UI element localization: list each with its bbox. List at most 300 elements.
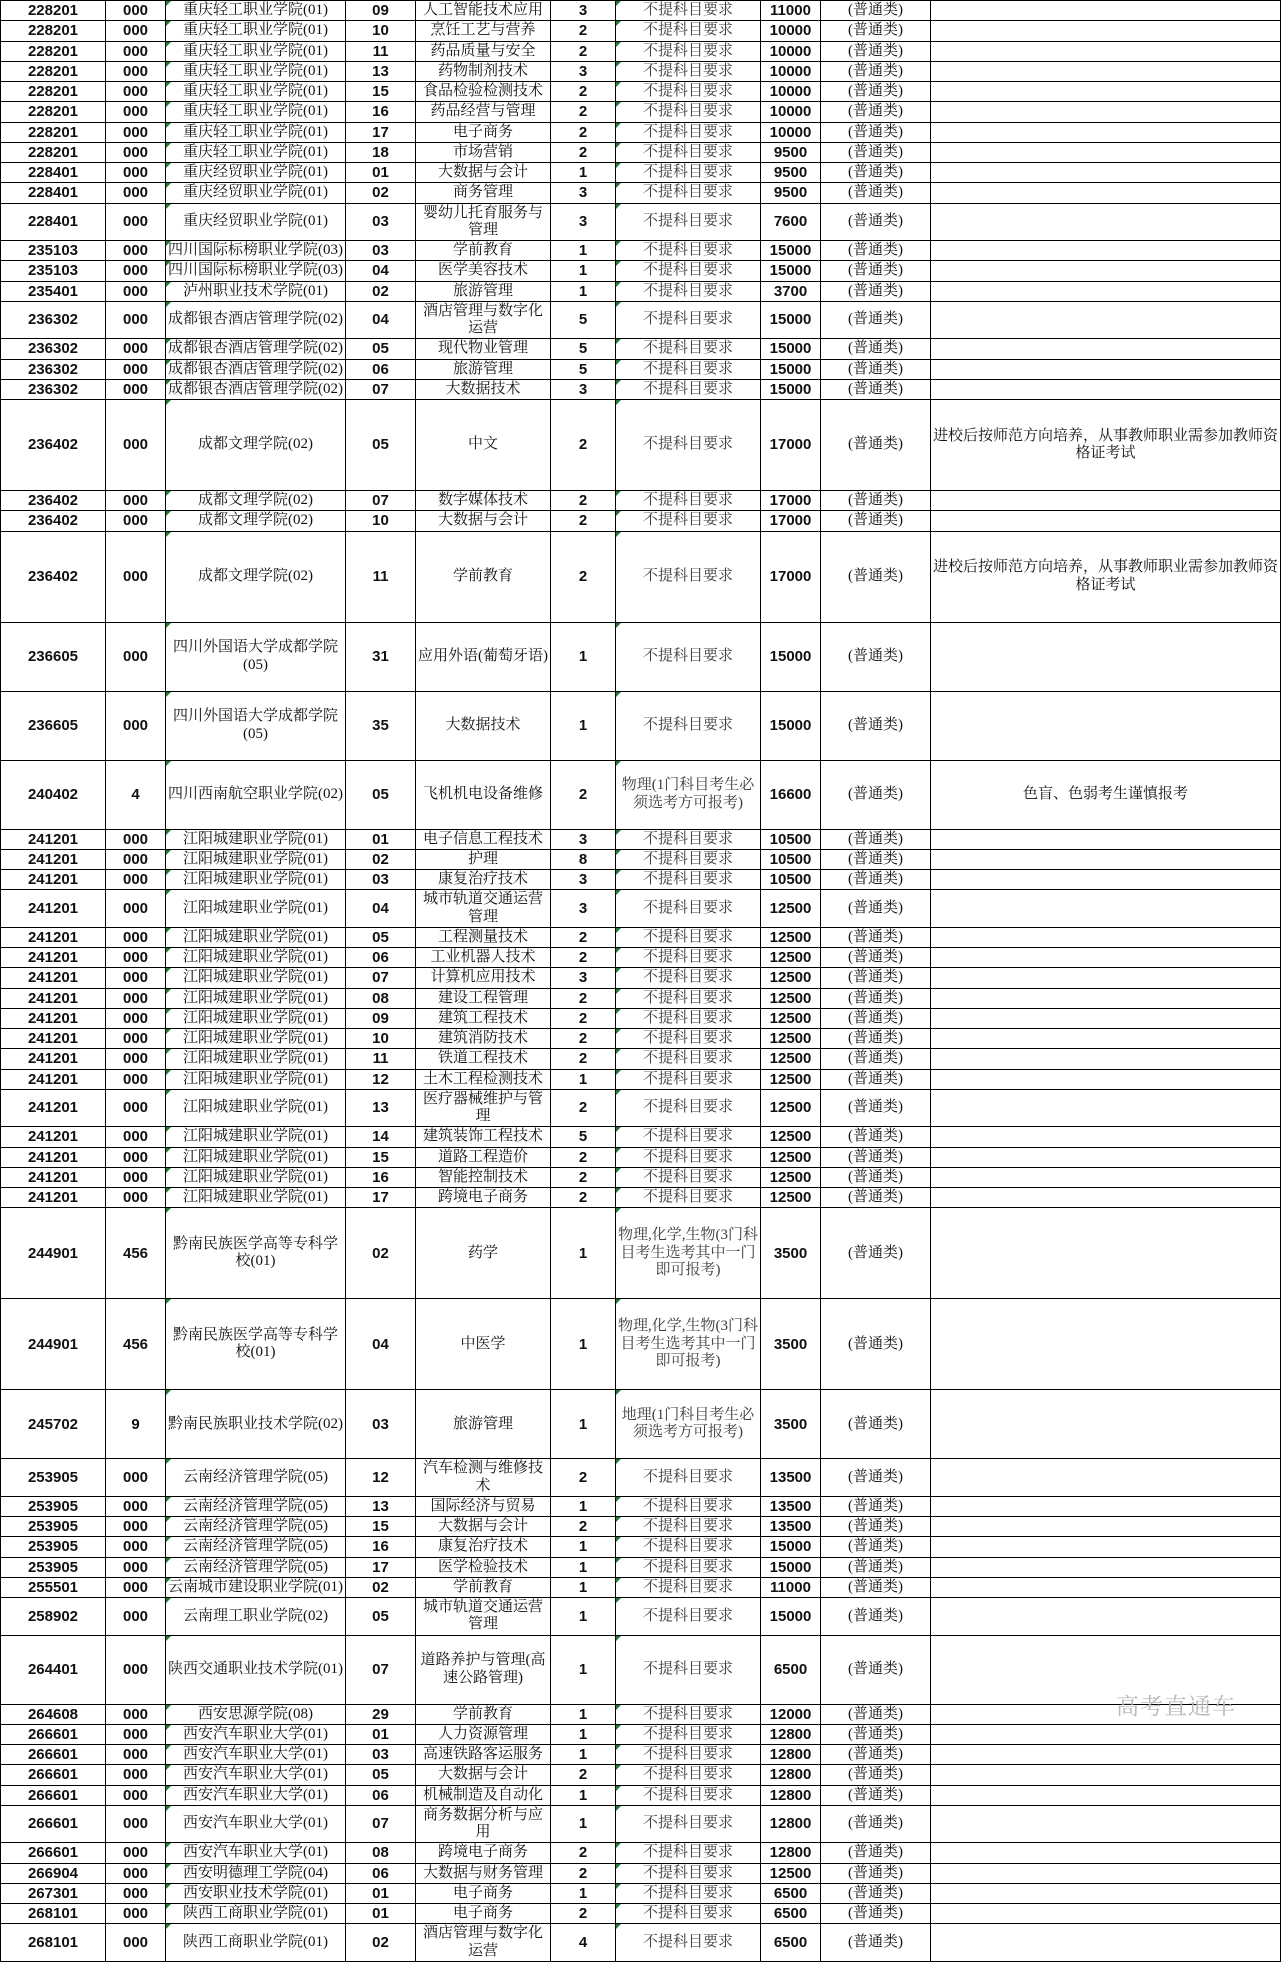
cell-institution-name[interactable]: 重庆轻工职业学院(01)	[166, 21, 346, 41]
cell-tuition-fee[interactable]: 12500	[761, 1188, 821, 1208]
cell-remark[interactable]	[931, 359, 1281, 379]
cell-major-code[interactable]: 01	[346, 1724, 416, 1744]
cell-plan-code[interactable]: 000	[106, 1843, 166, 1863]
cell-institution-name[interactable]: 云南理工职业学院(02)	[166, 1598, 346, 1636]
cell-remark[interactable]	[931, 1188, 1281, 1208]
cell-remark[interactable]	[931, 1459, 1281, 1497]
cell-major-code[interactable]: 05	[346, 1765, 416, 1785]
cell-tuition-fee[interactable]: 15000	[761, 1537, 821, 1557]
cell-major-code[interactable]: 01	[346, 1904, 416, 1924]
cell-institution-name[interactable]: 黔南民族医学高等专科学校(01)	[166, 1208, 346, 1299]
cell-category[interactable]: (普通类)	[821, 203, 931, 241]
cell-major-code[interactable]: 04	[346, 261, 416, 281]
cell-subject-requirement[interactable]: 地理(1门科目考生必须选考方可报考)	[616, 1390, 761, 1459]
cell-institution-code[interactable]: 253905	[1, 1537, 106, 1557]
cell-subject-requirement[interactable]: 不提科目要求	[616, 1089, 761, 1127]
cell-institution-code[interactable]: 245702	[1, 1390, 106, 1459]
cell-subject-requirement[interactable]: 不提科目要求	[616, 1, 761, 21]
cell-major-name[interactable]: 电子商务	[416, 1904, 551, 1924]
table-row[interactable]	[1, 531, 1281, 622]
cell-subject-requirement[interactable]: 不提科目要求	[616, 1635, 761, 1704]
cell-subject-requirement[interactable]: 不提科目要求	[616, 163, 761, 183]
cell-tuition-fee[interactable]: 12500	[761, 1069, 821, 1089]
cell-tuition-fee[interactable]: 10000	[761, 122, 821, 142]
cell-plan-code[interactable]: 000	[106, 968, 166, 988]
cell-institution-code[interactable]: 266601	[1, 1805, 106, 1843]
cell-plan-count[interactable]: 1	[551, 163, 616, 183]
cell-remark[interactable]	[931, 849, 1281, 869]
cell-institution-name[interactable]: 成都文理学院(02)	[166, 511, 346, 531]
cell-tuition-fee[interactable]: 12500	[761, 1167, 821, 1187]
cell-institution-name[interactable]: 重庆轻工职业学院(01)	[166, 61, 346, 81]
cell-institution-name[interactable]: 成都文理学院(02)	[166, 531, 346, 622]
cell-major-name[interactable]: 土木工程检测技术	[416, 1069, 551, 1089]
cell-plan-count[interactable]: 2	[551, 21, 616, 41]
cell-subject-requirement[interactable]: 不提科目要求	[616, 1924, 761, 1962]
cell-category[interactable]: (普通类)	[821, 1724, 931, 1744]
cell-plan-count[interactable]: 5	[551, 359, 616, 379]
cell-plan-count[interactable]: 1	[551, 261, 616, 281]
cell-major-code[interactable]: 29	[346, 1704, 416, 1724]
cell-plan-count[interactable]: 2	[551, 1167, 616, 1187]
table-row[interactable]	[1, 1843, 1281, 1863]
cell-institution-name[interactable]: 重庆轻工职业学院(01)	[166, 82, 346, 102]
cell-plan-count[interactable]: 1	[551, 1208, 616, 1299]
cell-subject-requirement[interactable]: 不提科目要求	[616, 1069, 761, 1089]
cell-plan-code[interactable]: 000	[106, 183, 166, 203]
cell-category[interactable]: (普通类)	[821, 1049, 931, 1069]
cell-major-code[interactable]: 06	[346, 1863, 416, 1883]
cell-category[interactable]: (普通类)	[821, 1299, 931, 1390]
cell-plan-count[interactable]: 2	[551, 1765, 616, 1785]
cell-category[interactable]: (普通类)	[821, 1805, 931, 1843]
table-row[interactable]	[1, 122, 1281, 142]
cell-remark[interactable]	[931, 379, 1281, 399]
cell-major-code[interactable]: 05	[346, 760, 416, 829]
cell-major-name[interactable]: 婴幼儿托育服务与管理	[416, 203, 551, 241]
cell-tuition-fee[interactable]: 12800	[761, 1765, 821, 1785]
cell-institution-code[interactable]: 236402	[1, 531, 106, 622]
cell-plan-count[interactable]: 2	[551, 1517, 616, 1537]
cell-institution-code[interactable]: 241201	[1, 948, 106, 968]
cell-subject-requirement[interactable]: 不提科目要求	[616, 1459, 761, 1497]
cell-major-name[interactable]: 学前教育	[416, 241, 551, 261]
cell-category[interactable]: (普通类)	[821, 531, 931, 622]
cell-institution-name[interactable]: 重庆轻工职业学院(01)	[166, 1, 346, 21]
table-row[interactable]	[1, 379, 1281, 399]
cell-institution-name[interactable]: 云南城市建设职业学院(01)	[166, 1577, 346, 1597]
table-row[interactable]	[1, 183, 1281, 203]
cell-major-code[interactable]: 10	[346, 21, 416, 41]
cell-major-code[interactable]: 06	[346, 948, 416, 968]
cell-institution-name[interactable]: 陕西工商职业学院(01)	[166, 1924, 346, 1962]
cell-institution-code[interactable]: 241201	[1, 1089, 106, 1127]
cell-plan-code[interactable]: 000	[106, 203, 166, 241]
cell-major-name[interactable]: 汽车检测与维修技术	[416, 1459, 551, 1497]
cell-plan-count[interactable]: 2	[551, 1904, 616, 1924]
cell-subject-requirement[interactable]: 不提科目要求	[616, 339, 761, 359]
cell-tuition-fee[interactable]: 6500	[761, 1635, 821, 1704]
cell-major-name[interactable]: 建筑工程技术	[416, 1008, 551, 1028]
cell-institution-code[interactable]: 228201	[1, 82, 106, 102]
cell-plan-count[interactable]: 1	[551, 1537, 616, 1557]
cell-tuition-fee[interactable]: 12800	[761, 1724, 821, 1744]
table-row[interactable]	[1, 1883, 1281, 1903]
cell-category[interactable]: (普通类)	[821, 21, 931, 41]
table-row[interactable]	[1, 1089, 1281, 1127]
cell-institution-code[interactable]: 228201	[1, 102, 106, 122]
cell-plan-count[interactable]: 1	[551, 1805, 616, 1843]
cell-plan-code[interactable]: 000	[106, 21, 166, 41]
cell-plan-count[interactable]: 2	[551, 927, 616, 947]
cell-major-name[interactable]: 飞机机电设备维修	[416, 760, 551, 829]
cell-remark[interactable]	[931, 1805, 1281, 1843]
cell-major-name[interactable]: 药物制剂技术	[416, 61, 551, 81]
cell-remark[interactable]	[931, 1069, 1281, 1089]
cell-major-name[interactable]: 道路工程造价	[416, 1147, 551, 1167]
cell-subject-requirement[interactable]: 不提科目要求	[616, 927, 761, 947]
cell-plan-code[interactable]: 000	[106, 890, 166, 928]
cell-institution-name[interactable]: 成都文理学院(02)	[166, 491, 346, 511]
cell-major-name[interactable]: 康复治疗技术	[416, 870, 551, 890]
cell-remark[interactable]	[931, 1167, 1281, 1187]
cell-plan-count[interactable]: 2	[551, 760, 616, 829]
cell-remark[interactable]	[931, 1147, 1281, 1167]
cell-category[interactable]: (普通类)	[821, 1635, 931, 1704]
cell-institution-code[interactable]: 266601	[1, 1785, 106, 1805]
cell-plan-code[interactable]: 000	[106, 511, 166, 531]
cell-institution-code[interactable]: 241201	[1, 829, 106, 849]
cell-plan-count[interactable]: 1	[551, 1745, 616, 1765]
cell-remark[interactable]	[931, 203, 1281, 241]
cell-category[interactable]: (普通类)	[821, 849, 931, 869]
cell-plan-count[interactable]: 1	[551, 1496, 616, 1516]
cell-plan-code[interactable]: 000	[106, 1598, 166, 1636]
cell-category[interactable]: (普通类)	[821, 968, 931, 988]
cell-major-name[interactable]: 建设工程管理	[416, 988, 551, 1008]
cell-institution-name[interactable]: 西安汽车职业大学(01)	[166, 1805, 346, 1843]
cell-major-name[interactable]: 中医学	[416, 1299, 551, 1390]
table-row[interactable]	[1, 142, 1281, 162]
cell-remark[interactable]	[931, 1537, 1281, 1557]
cell-major-code[interactable]: 03	[346, 1745, 416, 1765]
cell-subject-requirement[interactable]: 不提科目要求	[616, 41, 761, 61]
cell-major-name[interactable]: 商务管理	[416, 183, 551, 203]
cell-plan-code[interactable]: 456	[106, 1208, 166, 1299]
cell-plan-code[interactable]: 000	[106, 1029, 166, 1049]
cell-institution-code[interactable]: 244901	[1, 1299, 106, 1390]
cell-subject-requirement[interactable]: 不提科目要求	[616, 1765, 761, 1785]
cell-major-name[interactable]: 大数据技术	[416, 691, 551, 760]
cell-major-code[interactable]: 13	[346, 61, 416, 81]
cell-institution-name[interactable]: 重庆轻工职业学院(01)	[166, 102, 346, 122]
cell-plan-code[interactable]: 000	[106, 870, 166, 890]
cell-major-code[interactable]: 31	[346, 622, 416, 691]
cell-tuition-fee[interactable]: 13500	[761, 1496, 821, 1516]
cell-major-name[interactable]: 数字媒体技术	[416, 491, 551, 511]
cell-remark[interactable]	[931, 61, 1281, 81]
cell-major-name[interactable]: 学前教育	[416, 1577, 551, 1597]
cell-remark[interactable]	[931, 82, 1281, 102]
cell-plan-count[interactable]: 2	[551, 1459, 616, 1497]
cell-remark[interactable]	[931, 183, 1281, 203]
cell-plan-count[interactable]: 8	[551, 849, 616, 869]
cell-tuition-fee[interactable]: 16600	[761, 760, 821, 829]
cell-subject-requirement[interactable]: 不提科目要求	[616, 870, 761, 890]
table-row[interactable]	[1, 948, 1281, 968]
cell-major-name[interactable]: 城市轨道交通运营管理	[416, 890, 551, 928]
cell-plan-count[interactable]: 4	[551, 1924, 616, 1962]
table-row[interactable]	[1, 760, 1281, 829]
cell-major-code[interactable]: 12	[346, 1069, 416, 1089]
cell-plan-code[interactable]: 000	[106, 531, 166, 622]
cell-remark[interactable]	[931, 1785, 1281, 1805]
cell-remark[interactable]: 进校后按师范方向培养，从事教师职业需参加教师资格证考试	[931, 400, 1281, 491]
cell-plan-code[interactable]: 000	[106, 1863, 166, 1883]
cell-plan-code[interactable]: 000	[106, 1147, 166, 1167]
cell-category[interactable]: (普通类)	[821, 1496, 931, 1516]
cell-institution-code[interactable]: 235103	[1, 241, 106, 261]
cell-major-name[interactable]: 国际经济与贸易	[416, 1496, 551, 1516]
cell-tuition-fee[interactable]: 9500	[761, 163, 821, 183]
cell-tuition-fee[interactable]: 6500	[761, 1924, 821, 1962]
cell-category[interactable]: (普通类)	[821, 339, 931, 359]
table-row[interactable]	[1, 21, 1281, 41]
cell-category[interactable]: (普通类)	[821, 1127, 931, 1147]
cell-plan-code[interactable]: 000	[106, 359, 166, 379]
cell-tuition-fee[interactable]: 15000	[761, 359, 821, 379]
cell-major-name[interactable]: 护理	[416, 849, 551, 869]
cell-major-name[interactable]: 计算机应用技术	[416, 968, 551, 988]
cell-subject-requirement[interactable]: 不提科目要求	[616, 359, 761, 379]
cell-subject-requirement[interactable]: 不提科目要求	[616, 1496, 761, 1516]
cell-plan-count[interactable]: 3	[551, 379, 616, 399]
table-row[interactable]	[1, 1496, 1281, 1516]
cell-plan-count[interactable]: 2	[551, 1843, 616, 1863]
cell-major-name[interactable]: 高速铁路客运服务	[416, 1745, 551, 1765]
cell-plan-code[interactable]: 000	[106, 1167, 166, 1187]
table-row[interactable]	[1, 1805, 1281, 1843]
cell-subject-requirement[interactable]: 不提科目要求	[616, 511, 761, 531]
cell-major-code[interactable]: 17	[346, 1188, 416, 1208]
cell-plan-code[interactable]: 000	[106, 163, 166, 183]
cell-subject-requirement[interactable]: 不提科目要求	[616, 1577, 761, 1597]
cell-category[interactable]: (普通类)	[821, 82, 931, 102]
cell-tuition-fee[interactable]: 3500	[761, 1208, 821, 1299]
cell-plan-code[interactable]: 000	[106, 1188, 166, 1208]
cell-plan-count[interactable]: 3	[551, 829, 616, 849]
cell-plan-count[interactable]: 2	[551, 948, 616, 968]
cell-plan-code[interactable]: 000	[106, 41, 166, 61]
cell-institution-code[interactable]: 267301	[1, 1883, 106, 1903]
cell-institution-code[interactable]: 241201	[1, 1188, 106, 1208]
cell-major-code[interactable]: 03	[346, 203, 416, 241]
cell-subject-requirement[interactable]: 不提科目要求	[616, 301, 761, 339]
cell-subject-requirement[interactable]: 不提科目要求	[616, 1843, 761, 1863]
cell-category[interactable]: (普通类)	[821, 691, 931, 760]
cell-subject-requirement[interactable]: 不提科目要求	[616, 622, 761, 691]
cell-remark[interactable]	[931, 1557, 1281, 1577]
cell-institution-name[interactable]: 西安明德理工学院(04)	[166, 1863, 346, 1883]
cell-remark[interactable]	[931, 890, 1281, 928]
cell-tuition-fee[interactable]: 17000	[761, 511, 821, 531]
cell-institution-code[interactable]: 266904	[1, 1863, 106, 1883]
cell-plan-code[interactable]: 000	[106, 491, 166, 511]
cell-plan-code[interactable]: 000	[106, 1924, 166, 1962]
cell-remark[interactable]	[931, 511, 1281, 531]
cell-remark[interactable]	[931, 948, 1281, 968]
cell-institution-name[interactable]: 重庆轻工职业学院(01)	[166, 41, 346, 61]
cell-plan-code[interactable]: 000	[106, 339, 166, 359]
cell-subject-requirement[interactable]: 不提科目要求	[616, 261, 761, 281]
cell-tuition-fee[interactable]: 17000	[761, 491, 821, 511]
cell-major-code[interactable]: 05	[346, 339, 416, 359]
cell-institution-name[interactable]: 重庆经贸职业学院(01)	[166, 183, 346, 203]
cell-institution-name[interactable]: 云南经济管理学院(05)	[166, 1459, 346, 1497]
cell-tuition-fee[interactable]: 15000	[761, 339, 821, 359]
cell-major-code[interactable]: 07	[346, 1805, 416, 1843]
table-row[interactable]	[1, 870, 1281, 890]
cell-plan-code[interactable]: 000	[106, 622, 166, 691]
cell-category[interactable]: (普通类)	[821, 379, 931, 399]
cell-plan-count[interactable]: 5	[551, 301, 616, 339]
cell-subject-requirement[interactable]: 不提科目要求	[616, 829, 761, 849]
cell-plan-code[interactable]: 000	[106, 400, 166, 491]
cell-plan-count[interactable]: 2	[551, 511, 616, 531]
table-row[interactable]	[1, 1069, 1281, 1089]
cell-institution-name[interactable]: 西安汽车职业大学(01)	[166, 1745, 346, 1765]
cell-tuition-fee[interactable]: 10000	[761, 82, 821, 102]
cell-remark[interactable]	[931, 1745, 1281, 1765]
cell-remark[interactable]	[931, 163, 1281, 183]
cell-category[interactable]: (普通类)	[821, 622, 931, 691]
cell-remark[interactable]	[931, 1049, 1281, 1069]
table-row[interactable]	[1, 1008, 1281, 1028]
cell-major-code[interactable]: 07	[346, 379, 416, 399]
table-row[interactable]	[1, 1785, 1281, 1805]
cell-institution-name[interactable]: 云南经济管理学院(05)	[166, 1537, 346, 1557]
cell-institution-code[interactable]: 241201	[1, 849, 106, 869]
table-row[interactable]	[1, 400, 1281, 491]
cell-major-code[interactable]: 04	[346, 1299, 416, 1390]
cell-plan-count[interactable]: 3	[551, 1, 616, 21]
cell-plan-code[interactable]: 000	[106, 379, 166, 399]
cell-major-name[interactable]: 建筑消防技术	[416, 1029, 551, 1049]
cell-tuition-fee[interactable]: 12500	[761, 988, 821, 1008]
cell-remark[interactable]	[931, 301, 1281, 339]
cell-subject-requirement[interactable]: 不提科目要求	[616, 1557, 761, 1577]
cell-institution-code[interactable]: 236605	[1, 622, 106, 691]
cell-category[interactable]: (普通类)	[821, 1785, 931, 1805]
cell-major-name[interactable]: 中文	[416, 400, 551, 491]
table-row[interactable]	[1, 1208, 1281, 1299]
cell-plan-count[interactable]: 2	[551, 1029, 616, 1049]
cell-category[interactable]: (普通类)	[821, 122, 931, 142]
cell-institution-name[interactable]: 江阳城建职业学院(01)	[166, 968, 346, 988]
cell-tuition-fee[interactable]: 7600	[761, 203, 821, 241]
cell-major-name[interactable]: 大数据技术	[416, 379, 551, 399]
cell-plan-code[interactable]: 000	[106, 1745, 166, 1765]
table-row[interactable]	[1, 1635, 1281, 1704]
cell-plan-code[interactable]: 000	[106, 1765, 166, 1785]
cell-major-code[interactable]: 17	[346, 122, 416, 142]
cell-major-name[interactable]: 医学检验技术	[416, 1557, 551, 1577]
cell-major-name[interactable]: 医学美容技术	[416, 261, 551, 281]
cell-institution-name[interactable]: 成都银杏酒店管理学院(02)	[166, 339, 346, 359]
cell-remark[interactable]	[931, 41, 1281, 61]
cell-major-code[interactable]: 05	[346, 1598, 416, 1636]
cell-institution-code[interactable]: 241201	[1, 1069, 106, 1089]
cell-subject-requirement[interactable]: 不提科目要求	[616, 281, 761, 301]
cell-institution-name[interactable]: 云南经济管理学院(05)	[166, 1496, 346, 1516]
cell-major-code[interactable]: 04	[346, 890, 416, 928]
cell-plan-code[interactable]: 000	[106, 1496, 166, 1516]
cell-plan-count[interactable]: 1	[551, 281, 616, 301]
cell-major-code[interactable]: 05	[346, 400, 416, 491]
cell-institution-code[interactable]: 266601	[1, 1745, 106, 1765]
cell-remark[interactable]	[931, 1577, 1281, 1597]
cell-institution-name[interactable]: 重庆轻工职业学院(01)	[166, 142, 346, 162]
cell-plan-code[interactable]: 000	[106, 102, 166, 122]
cell-category[interactable]: (普通类)	[821, 1765, 931, 1785]
cell-category[interactable]: (普通类)	[821, 1089, 931, 1127]
cell-remark[interactable]	[931, 829, 1281, 849]
cell-major-code[interactable]: 11	[346, 531, 416, 622]
cell-plan-code[interactable]: 000	[106, 1459, 166, 1497]
cell-plan-count[interactable]: 5	[551, 339, 616, 359]
cell-subject-requirement[interactable]: 不提科目要求	[616, 1537, 761, 1557]
cell-plan-count[interactable]: 3	[551, 61, 616, 81]
cell-plan-count[interactable]: 2	[551, 1188, 616, 1208]
cell-major-code[interactable]: 15	[346, 1147, 416, 1167]
cell-subject-requirement[interactable]: 不提科目要求	[616, 1598, 761, 1636]
cell-plan-code[interactable]: 000	[106, 691, 166, 760]
cell-plan-count[interactable]: 1	[551, 241, 616, 261]
cell-category[interactable]: (普通类)	[821, 1188, 931, 1208]
cell-major-code[interactable]: 04	[346, 301, 416, 339]
cell-institution-name[interactable]: 成都银杏酒店管理学院(02)	[166, 301, 346, 339]
cell-subject-requirement[interactable]: 不提科目要求	[616, 1147, 761, 1167]
cell-plan-code[interactable]: 4	[106, 760, 166, 829]
cell-plan-code[interactable]: 000	[106, 301, 166, 339]
cell-major-name[interactable]: 跨境电子商务	[416, 1188, 551, 1208]
cell-institution-code[interactable]: 241201	[1, 1049, 106, 1069]
cell-subject-requirement[interactable]: 不提科目要求	[616, 948, 761, 968]
cell-major-code[interactable]: 03	[346, 241, 416, 261]
cell-major-code[interactable]: 11	[346, 1049, 416, 1069]
cell-category[interactable]: (普通类)	[821, 1704, 931, 1724]
cell-major-name[interactable]: 学前教育	[416, 531, 551, 622]
cell-major-name[interactable]: 康复治疗技术	[416, 1537, 551, 1557]
cell-plan-count[interactable]: 3	[551, 203, 616, 241]
cell-category[interactable]: (普通类)	[821, 1904, 931, 1924]
cell-plan-code[interactable]: 000	[106, 1049, 166, 1069]
cell-category[interactable]: (普通类)	[821, 1459, 931, 1497]
cell-institution-name[interactable]: 陕西交通职业技术学院(01)	[166, 1635, 346, 1704]
cell-subject-requirement[interactable]: 不提科目要求	[616, 890, 761, 928]
cell-major-name[interactable]: 应用外语(葡萄牙语)	[416, 622, 551, 691]
cell-plan-code[interactable]: 000	[106, 241, 166, 261]
cell-tuition-fee[interactable]: 12500	[761, 948, 821, 968]
cell-subject-requirement[interactable]: 不提科目要求	[616, 968, 761, 988]
cell-plan-code[interactable]: 000	[106, 1724, 166, 1744]
cell-major-code[interactable]: 16	[346, 1537, 416, 1557]
cell-category[interactable]: (普通类)	[821, 1598, 931, 1636]
cell-plan-count[interactable]: 1	[551, 1299, 616, 1390]
cell-remark[interactable]	[931, 870, 1281, 890]
cell-plan-count[interactable]: 1	[551, 1704, 616, 1724]
cell-tuition-fee[interactable]: 11000	[761, 1577, 821, 1597]
